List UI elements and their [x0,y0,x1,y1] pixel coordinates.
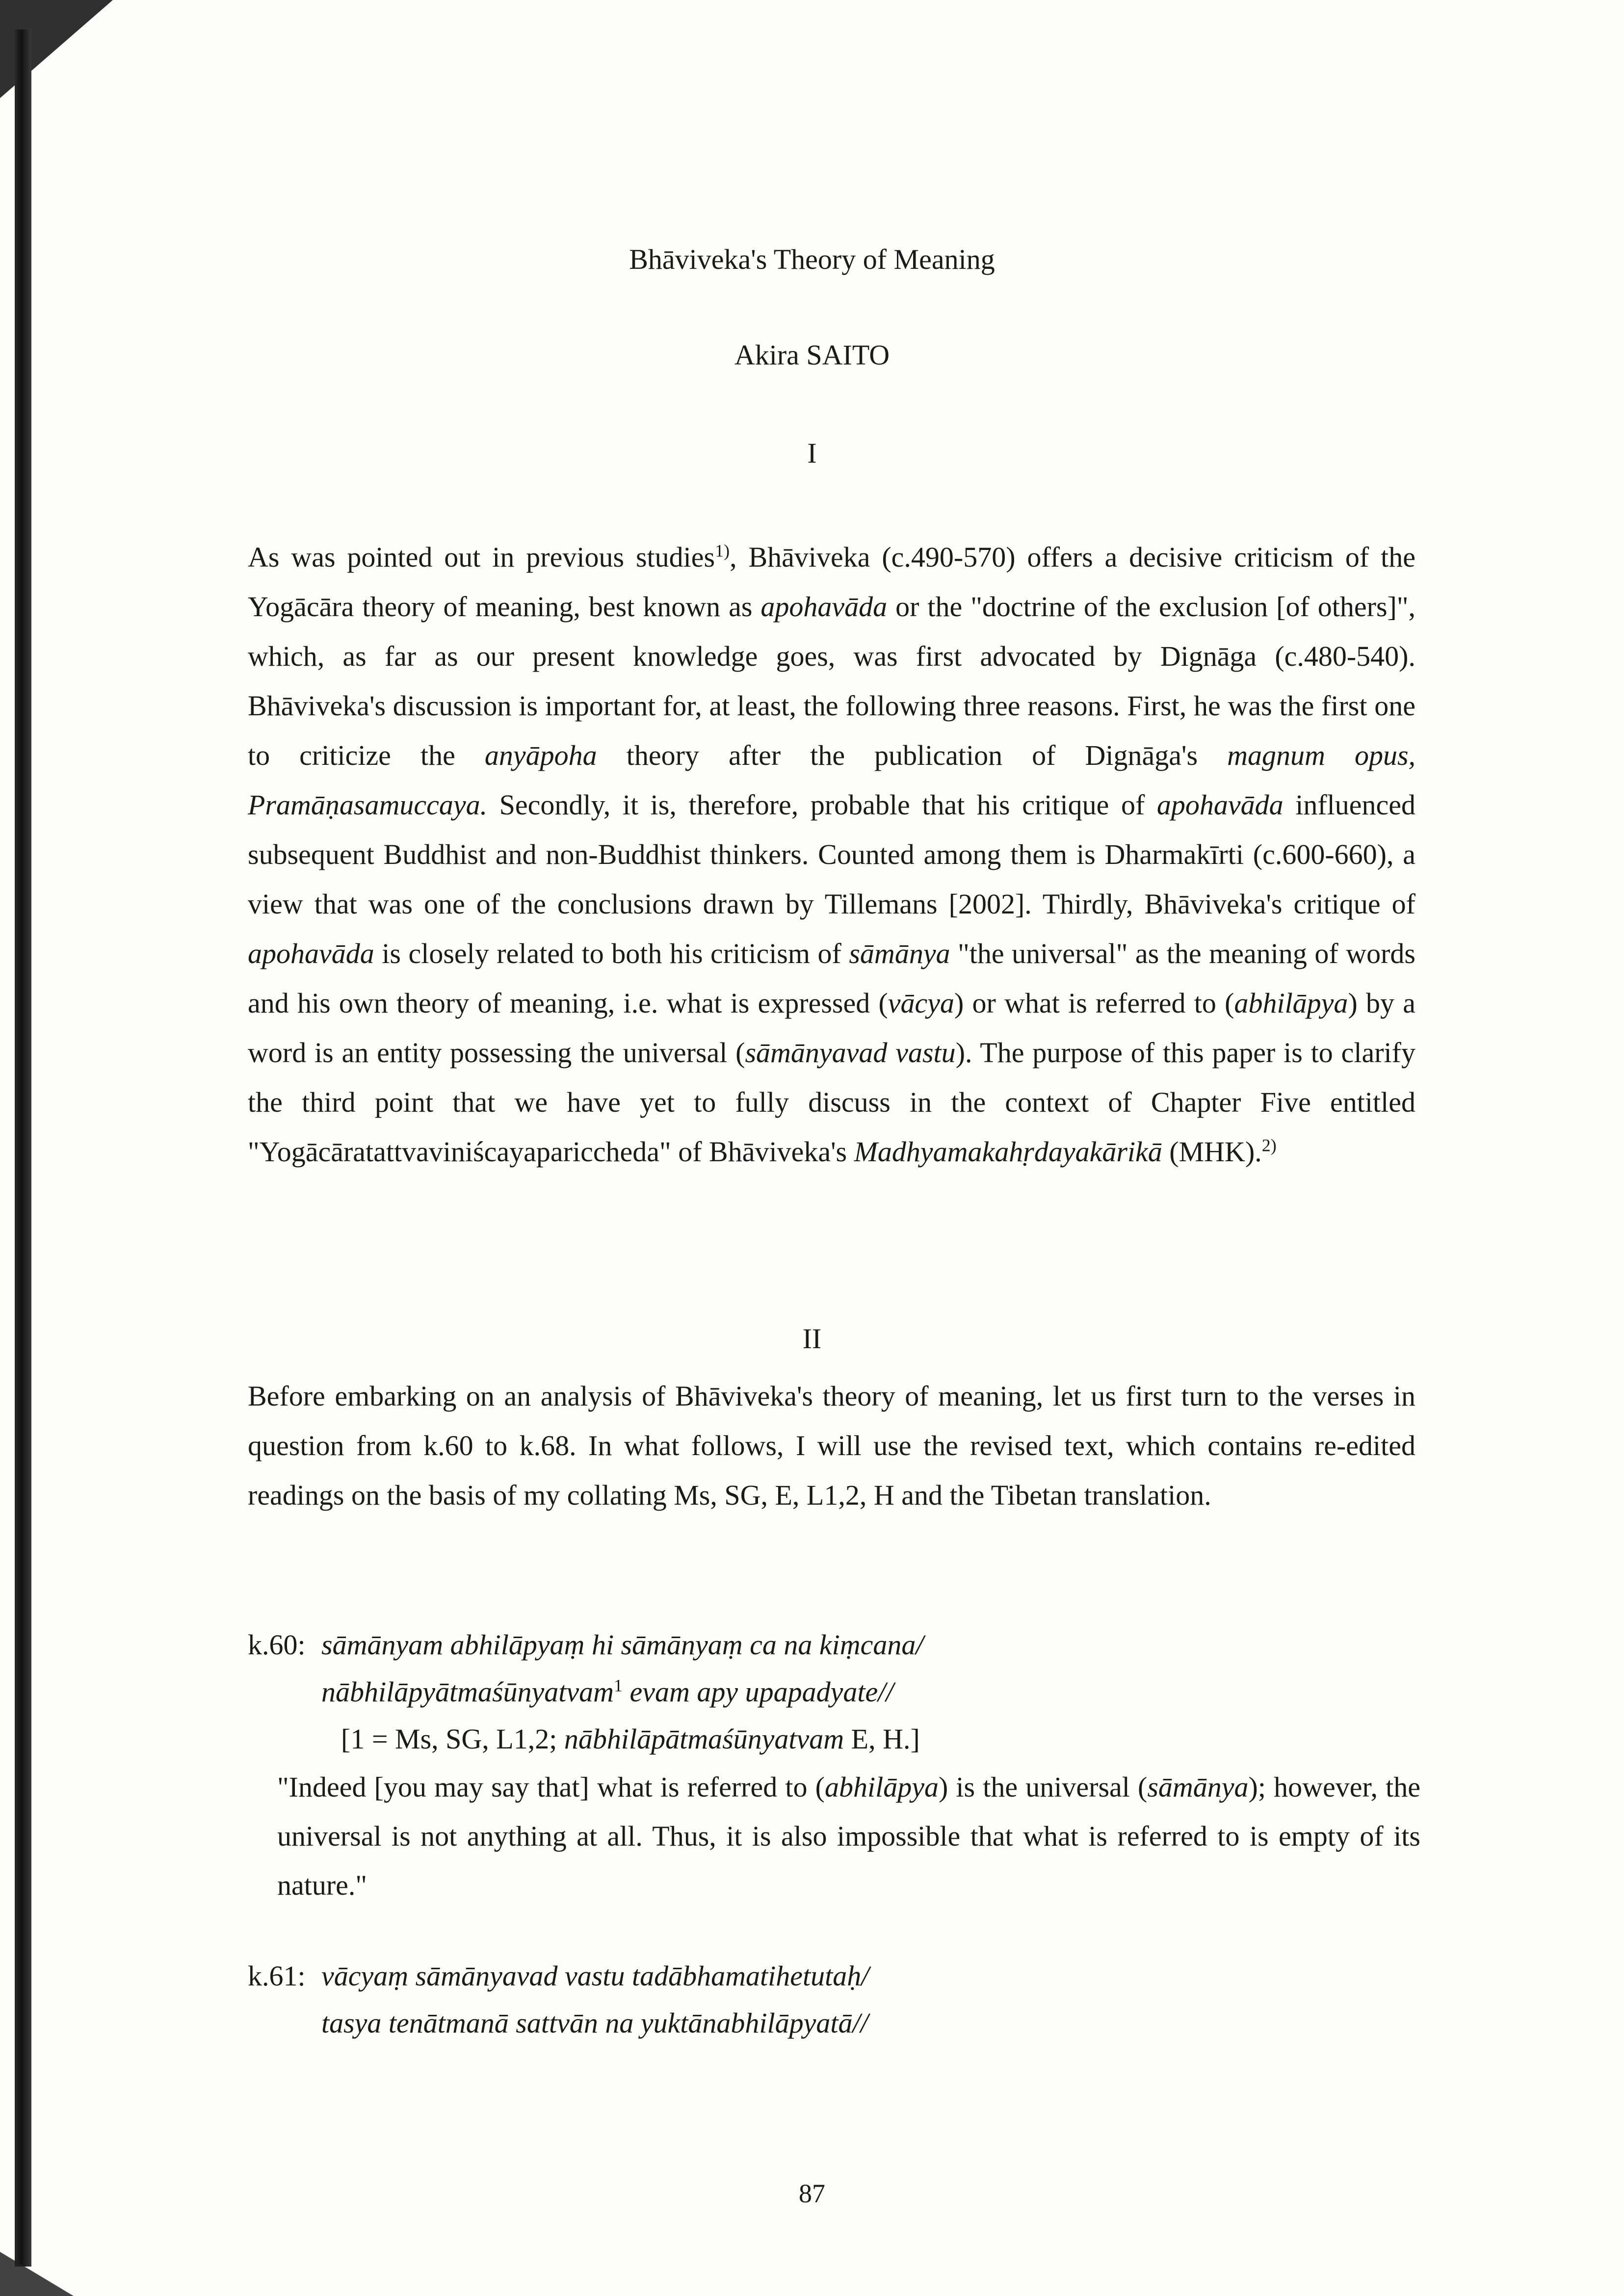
footnote-ref-1: 1) [715,541,730,561]
verse-label: k.61: [248,1960,306,1992]
paragraph-intro: As was pointed out in previous studies$^{1)}$, Bhāviveka (c.490-570) offers a decisive criticism of the Yogācāra theory of meaning, best known as apohavāda or the "doctrine of the exclusion [of others]", which, as far as our present knowledge goes, was first advocated by Dignāga (c.480-540). Bhāviveka's discussion is important for, at least, the following three reasons. First, he was the first one to criticize the anyāpoha theory after the publication of Dignāga's magnum opus, Pramāṇasamuccaya. Secondly, it is, therefore, probable that his critique of apohavāda influenced subsequent Buddhist and non-Buddhist thinkers. Counted among them is Dharmakīrti (c.600-660), a view that was one of the conclusions drawn by Tillemans [2002]. Thirdly, Bhāviveka's critique of apohavāda is closely related to both his criticism of sāmānya "the universal" as the meaning of words and his own theory of meaning, i.e. what is expressed (vācya) or what is referred to (abhilāpya) by a word is an entity possessing the universal (sāmānyavad vastu). The purpose of this paper is to clarify the third point that we have yet to fully discuss in the context of Chapter Five entitled "Yogācāratattvaviniścayapariccheda" of Bhāviveka's Madhyamakahṛdayakārikā (MHK).$^{2)}$ [248,541,1416,1168]
scan-shadow-bottom [0,2252,74,2296]
section-heading-2: II [802,1323,822,1355]
paper-title: Bhāviveka's Theory of Meaning [629,243,995,275]
paragraph-verses-intro: Before embarking on an analysis of Bhāviveka's theory of meaning, let us first turn to the verses in question from k.60 to k.68. In what follows, I will use the revised text, which contains re-edited readings on the basis of my collating Ms, SG, E, L1,2, H and the Tibetan translation. [248,1380,1415,1511]
verse-line: k.60: sāmānyam abhilāpyaṃ hi sāmānyaṃ ca na kiṃcana/ [248,1621,1425,1669]
verse-label: k.60: [248,1629,306,1661]
section-heading-1: I [807,437,817,469]
verse-line: tasya tenātmanā sattvān na yuktānabhilāpyatā// [321,2007,868,2039]
verse-line: k.61: vācyaṃ sāmānyavad vastu tadābhamatihetutaḥ/ [248,1953,1425,2000]
page-number: 87 [799,2179,825,2208]
verse-line: nābhilāpyātmaśūnyatvam$^1$ evam apy upapadyate// [321,1675,894,1708]
verse-k60 [248,1621,1425,1910]
footnote-ref-2: 2) [1261,1135,1277,1155]
verse-k61 [248,1953,1425,2047]
paper-author: Akira SAITO [734,339,890,371]
variant-note: [1 = Ms, SG, L1,2; nābhilāpātmaśūnyatvam E, H.] [341,1723,920,1755]
verse-translation: "Indeed [you may say that] what is referred to (abhilāpya) is the universal (sāmānya); however, the universal is not anything at all. Thus, it is also impossible that what is referred to is empty of its nature." [277,1771,1421,1901]
